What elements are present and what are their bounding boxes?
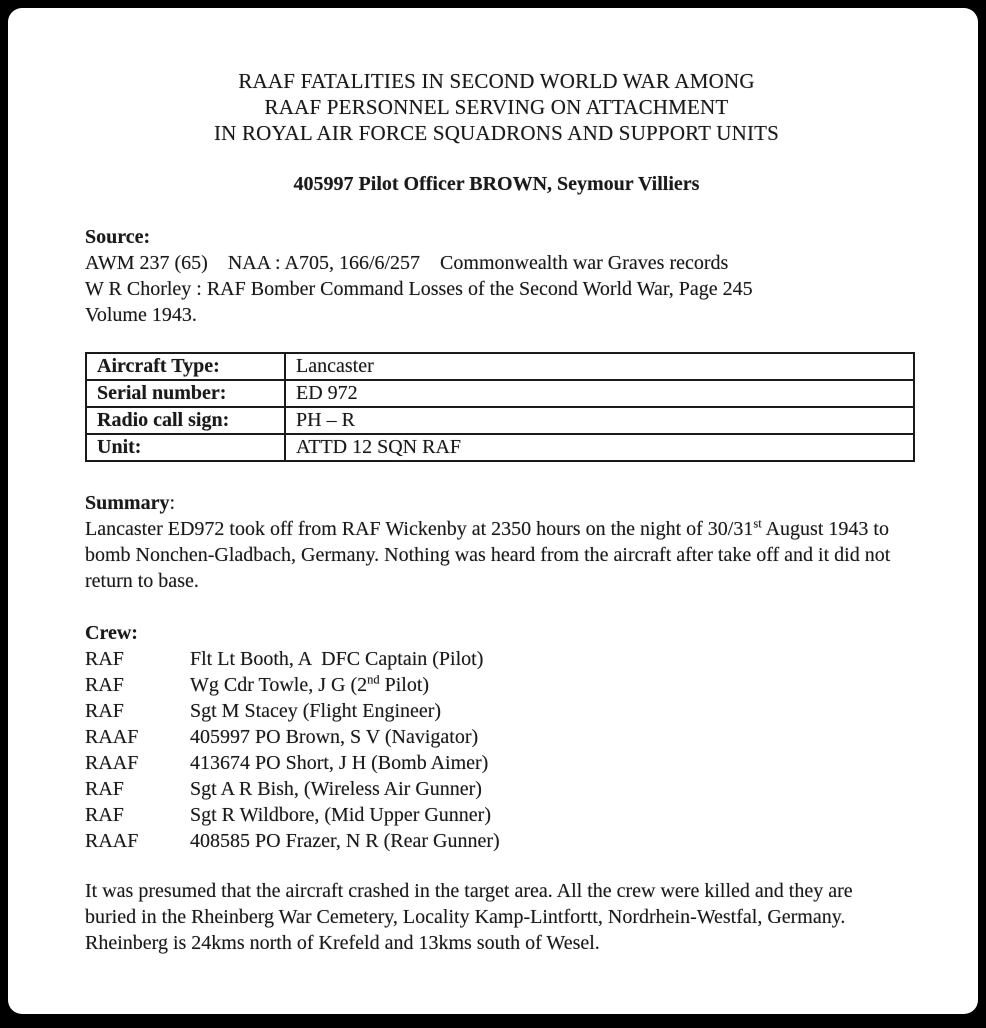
crew-detail: Sgt A R Bish, (Wireless Air Gunner) (190, 778, 482, 800)
summary-heading: Summary: (85, 492, 176, 514)
summary-paragraph: Lancaster ED972 took off from RAF Wickenby at 2350 hours on the night of 30/31st August 1943 to bomb Nonchen-Gladbach, Germany. Nothing was heard from the aircraft after take off and it did not return to base. (85, 516, 891, 592)
aircraft-table-row (86, 407, 914, 434)
crew-service: RAF (85, 804, 124, 826)
aircraft-table-row (86, 353, 914, 380)
aircraft-table (85, 352, 915, 462)
aircraft-table-row (86, 434, 914, 461)
crew-section (85, 620, 908, 854)
superscript-ordinal: st (753, 516, 762, 531)
crew-service: RAF (85, 700, 124, 722)
summary-section (85, 490, 893, 594)
aircraft-label-cell: Aircraft Type: (86, 353, 285, 380)
crew-detail: 405997 PO Brown, S V (Navigator) (190, 726, 479, 748)
crew-detail: Flt Lt Booth, A DFC Captain (Pilot) (190, 648, 484, 670)
crew-service: RAAF (85, 830, 139, 852)
crew-detail: Sgt R Wildbore, (Mid Upper Gunner) (190, 804, 492, 826)
crew-row (85, 828, 908, 854)
aircraft-label-cell: Radio call sign: (86, 407, 285, 434)
crew-service: RAAF (85, 752, 139, 774)
title-line-1: RAAF FATALITIES IN SECOND WORLD WAR AMONG (238, 69, 755, 93)
aircraft-table-row (86, 380, 914, 407)
crew-detail: Wg Cdr Towle, J G (2nd Pilot) (190, 672, 430, 696)
document-title (85, 68, 908, 146)
source-line: Volume 1943. (85, 304, 197, 326)
crew-service: RAF (85, 648, 124, 670)
closing-paragraph: It was presumed that the aircraft crashed in the target area. All the crew were killed and they are buried in the Rheinberg War Cemetery, Locality Kamp-Lintfortt, Nordrhein-Westfal, Germany. Rheinberg is 24kms north of Krefeld and 13kms south of Wesel. (85, 880, 853, 954)
crew-row (85, 646, 908, 672)
crew-list (85, 646, 908, 854)
source-line: AWM 237 (65) NAA : A705, 166/6/257 Commonwealth war Graves records (85, 252, 729, 274)
aircraft-value-cell: Lancaster (285, 353, 914, 380)
crew-detail: Sgt M Stacey (Flight Engineer) (190, 700, 442, 722)
source-line: W R Chorley : RAF Bomber Command Losses of the Second World War, Page 245 (85, 278, 753, 300)
crew-row (85, 776, 908, 802)
title-line-3: IN ROYAL AIR FORCE SQUADRONS AND SUPPORT UNITS (213, 121, 780, 145)
crew-row (85, 750, 908, 776)
superscript-ordinal: nd (367, 672, 380, 687)
crew-heading: Crew: (85, 622, 138, 644)
crew-row (85, 672, 908, 698)
aircraft-label-cell: Serial number: (86, 380, 285, 407)
crew-row (85, 724, 908, 750)
crew-detail: 413674 PO Short, J H (Bomb Aimer) (190, 752, 489, 774)
crew-detail: 408585 PO Frazer, N R (Rear Gunner) (190, 830, 500, 852)
aircraft-value-cell: ED 972 (285, 380, 914, 407)
title-line-2: RAAF PERSONNEL SERVING ON ATTACHMENT (264, 95, 729, 119)
aircraft-value-cell: PH – R (285, 407, 914, 434)
crew-row (85, 698, 908, 724)
source-heading: Source: (85, 226, 151, 248)
crew-service: RAF (85, 674, 124, 696)
crew-service: RAAF (85, 726, 139, 748)
aircraft-label-cell: Unit: (86, 434, 285, 461)
subject-line: 405997 Pilot Officer BROWN, Seymour Villiers (293, 173, 700, 195)
source-section (85, 224, 908, 328)
aircraft-value-cell: ATTD 12 SQN RAF (285, 434, 914, 461)
document-page (8, 8, 978, 1014)
crew-row (85, 802, 908, 828)
crew-service: RAF (85, 778, 124, 800)
